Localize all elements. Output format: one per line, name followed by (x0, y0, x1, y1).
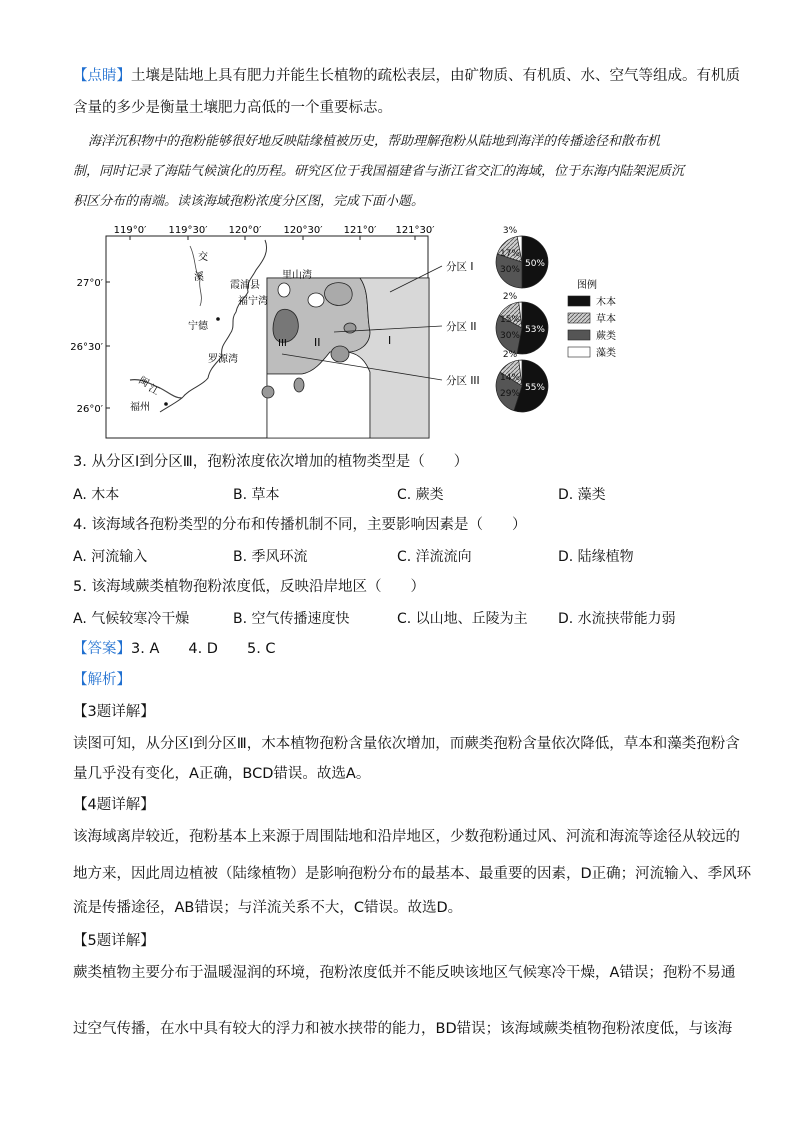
intro-line-1: 【点睛】土壤是陆地上具有肥力并能生长植物的疏松表层，由矿物质、有机质、水、空气等组成。有机质 (73, 68, 740, 84)
q3-option-a: A. 木本 (73, 487, 120, 503)
question-5-stem: 5. 该海域蕨类植物孢粉浓度低，反映沿岸地区（ ） (73, 579, 425, 595)
lon-tick-labels (114, 225, 436, 236)
question-4-stem: 4. 该海域各孢粉类型的分布和传播机制不同，主要影响因素是（ ） (73, 517, 527, 533)
intro-line-2: 含量的多少是衡量土壤肥力高低的一个重要标志。 (73, 100, 392, 116)
zone-patch (331, 346, 349, 362)
zone-patch (325, 283, 353, 306)
lon-tick: 120°0′ (228, 225, 262, 236)
detail-5-line-2: 过空气传播，在水中具有较大的浮力和被水挟带的能力，BD错误；该海域蕨类植物孢粉浓度低，与该海 (73, 1021, 733, 1037)
pie-label: 2% (502, 350, 518, 360)
q3-option-d: D. 藻类 (558, 487, 606, 503)
pie-charts (496, 226, 548, 412)
legend-title: 图例 (577, 280, 597, 291)
answer-text: 3. A 4. D 5. C (131, 641, 276, 657)
figure-svg (70, 222, 630, 440)
analysis-tag: 【解析】 (73, 672, 131, 688)
lat-tick: 26°30′ (70, 342, 103, 353)
lon-tick: 121°0′ (343, 225, 377, 236)
question-3-stem: 3. 从分区Ⅰ到分区Ⅲ，孢粉浓度依次增加的植物类型是（ ） (73, 454, 469, 470)
callout-zone-i: 分区 I (446, 261, 474, 273)
pie-label: 15% (499, 315, 521, 325)
place-lishan: 里山湾 (282, 270, 312, 281)
pie-label: 55% (524, 383, 546, 393)
legend-label-herb: 草本 (596, 314, 616, 325)
zone-label-ii: II (314, 336, 321, 349)
lat-tick: 26°0′ (76, 404, 103, 415)
legend (568, 278, 616, 359)
place-fuzhou: 福州 (130, 402, 150, 413)
q4-option-a: A. 河流输入 (73, 549, 148, 565)
detail-4-line-1: 该海域离岸较近，孢粉基本上来源于周围陆地和沿岸地区，少数孢粉通过风、河流和海流等途径从较远的 (73, 829, 740, 845)
passage-line-2: 制，同时记录了海陆气候演化的历程。研究区位于我国福建省与浙江省交汇的海域，位于东海内陆架泥质沉 (73, 164, 685, 179)
detail-3-tag: 【3题详解】 (73, 704, 155, 720)
lon-tick: 119°0′ (113, 225, 147, 236)
intro-tag: 【点睛】 (73, 68, 131, 84)
legend-label-algae: 藻类 (596, 348, 616, 359)
pie-label: 30% (499, 331, 521, 341)
pie-label: 53% (524, 325, 546, 335)
detail-3-line-1: 读图可知，从分区Ⅰ到分区Ⅲ，木本植物孢粉含量依次增加，而蕨类孢粉含量依次降低，草本和藻类孢粉含 (73, 736, 740, 752)
zone-patch (278, 283, 290, 297)
answer-tag: 【答案】 (73, 641, 131, 657)
place-xi: 溪 (194, 272, 204, 283)
callout-zone-iii: 分区 III (446, 375, 480, 387)
lon-tick: 121°30′ (395, 225, 435, 236)
answer-line (73, 639, 276, 659)
legend-label-fern: 蕨类 (596, 331, 616, 342)
legend-swatch-fern (568, 330, 590, 340)
q5-option-a: A. 气候较寒冷干燥 (73, 611, 190, 627)
detail-5-line-1: 蕨类植物主要分布于温暖湿润的环境，孢粉浓度低并不能反映该地区气候寒冷干燥，A错误；孢粉不易通 (73, 965, 736, 981)
lon-tick: 119°30′ (168, 225, 208, 236)
q3-option-c: C. 蕨类 (397, 487, 444, 503)
q4-option-d: D. 陆缘植物 (558, 549, 634, 565)
zone-label-i: I (388, 334, 392, 347)
legend-label-woody: 木本 (596, 297, 616, 308)
zone-label-iii: III (278, 338, 287, 349)
detail-5-tag: 【5题详解】 (73, 933, 155, 949)
place-jiang: 江 (146, 383, 161, 398)
pie-label: 29% (499, 389, 521, 399)
zone-patch (308, 293, 324, 307)
legend-swatch-woody (568, 296, 590, 306)
zone-patch (262, 386, 274, 398)
legend-swatch-herb (568, 313, 590, 323)
place-ningde: 宁德 (188, 321, 208, 332)
passage-line-1: 海洋沉积物中的孢粉能够很好地反映陆缘植被历史，帮助理解孢粉从陆地到海洋的传播途径和散布机 (88, 134, 661, 149)
detail-4-tag: 【4题详解】 (73, 797, 155, 813)
q4-option-c: C. 洋流流向 (397, 549, 472, 565)
place-luoyuan: 罗源湾 (208, 354, 238, 365)
pie-label: 17% (499, 249, 521, 259)
pie-label: 3% (502, 226, 518, 236)
detail-4-line-3: 流是传播途径，AB错误；与洋流关系不大，C错误。故选D。 (73, 900, 463, 916)
place-jiao: 交 (198, 252, 208, 263)
pie-label: 50% (524, 259, 546, 269)
detail-3-line-2: 量几乎没有变化，A正确，BCD错误。故选A。 (73, 766, 371, 782)
q5-option-d: D. 水流挟带能力弱 (558, 611, 676, 627)
zone-patch (294, 378, 304, 392)
fuzhou-dot (164, 402, 168, 406)
lat-tick-labels (70, 278, 103, 415)
place-min: 闽 (136, 375, 151, 390)
place-xiapu: 霞浦县 (230, 280, 260, 291)
passage-line-3: 积区分布的南端。读该海域孢粉浓度分区图，完成下面小题。 (73, 194, 425, 209)
pie-label: 2% (502, 292, 518, 302)
callout-zone-ii: 分区 II (446, 321, 477, 333)
legend-swatch-algae (568, 347, 590, 357)
pollen-zoning-figure (70, 222, 630, 440)
q5-option-b: B. 空气传播速度快 (233, 611, 350, 627)
pie-label: 30% (499, 265, 521, 275)
pie-label: 14% (499, 373, 521, 383)
q5-option-c: C. 以山地、丘陵为主 (397, 611, 528, 627)
lat-tick: 27°0′ (76, 278, 103, 289)
q4-option-b: B. 季风环流 (233, 549, 308, 565)
q3-option-b: B. 草本 (233, 487, 280, 503)
lon-tick: 120°30′ (283, 225, 323, 236)
detail-4-line-2: 地方来，因此周边植被（陆缘植物）是影响孢粉分布的最基本、最重要的因素，D正确；河流输入、季风环 (73, 866, 752, 882)
place-fuding: 福宁湾 (238, 296, 268, 307)
ningde-dot (216, 317, 220, 321)
